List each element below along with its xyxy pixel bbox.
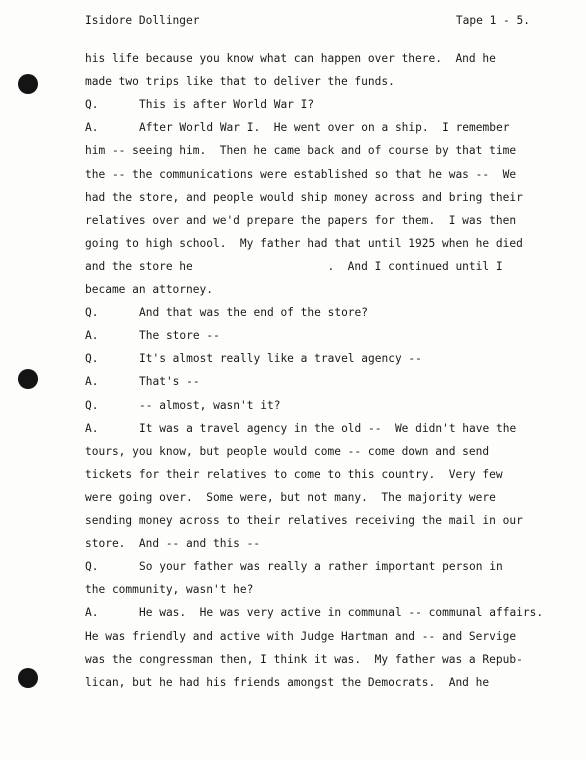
- line-text: was the congressman then, I think it was. My father was a Repub-: [85, 652, 523, 666]
- line-text: tickets for their relatives to come to this country. Very few: [85, 467, 503, 481]
- transcript-line: [85, 582, 253, 598]
- transcript-line: [85, 444, 489, 460]
- line-text: It's almost really like a travel agency --: [139, 352, 422, 366]
- transcript-line: [85, 143, 516, 159]
- line-text: the -- the communications were established so that he was -- We: [85, 167, 517, 181]
- line-text: had the store, and people would ship money across and bring their: [85, 190, 523, 204]
- transcript-line: [85, 51, 496, 67]
- transcript-line: [85, 513, 523, 529]
- speaker-label: Q.: [85, 98, 99, 112]
- line-text: This is after World War I?: [139, 98, 315, 112]
- binder-hole: [18, 74, 38, 94]
- transcript-line: [85, 351, 422, 367]
- line-text: him -- seeing him. Then he came back and of course by that time: [85, 144, 517, 158]
- speaker-label: A.: [85, 606, 99, 620]
- transcript-line: [85, 190, 523, 206]
- line-text: became an attorney.: [85, 283, 213, 296]
- line-text: It was a travel agency in the old -- We didn't have the: [139, 421, 517, 435]
- line-text: relatives over and we'd prepare the papers for them. I was then: [85, 213, 517, 227]
- speaker-label: Q.: [85, 306, 99, 320]
- speaker-label: Q.: [85, 352, 99, 366]
- binder-hole: [18, 369, 38, 389]
- line-text: going to high school. My father had that until 1925 when he died: [85, 236, 523, 250]
- tape-label: Tape 1 - 5.: [455, 14, 530, 27]
- binder-hole: [18, 668, 38, 688]
- speaker-label: A.: [85, 329, 99, 343]
- transcript-line: [85, 374, 200, 390]
- transcript-line: [85, 213, 516, 229]
- line-text: He was friendly and active with Judge Hartman and -- and Servige: [85, 629, 517, 643]
- transcript-line: [85, 605, 543, 621]
- interviewee-name: Isidore Dollinger: [85, 14, 200, 27]
- line-text: The store --: [139, 329, 220, 343]
- speaker-label: A.: [85, 375, 99, 389]
- speaker-label: Q.: [85, 560, 99, 574]
- transcript-line: [85, 74, 395, 90]
- transcript-line: [85, 490, 496, 506]
- line-text: and the store he . And I continued until I: [85, 259, 503, 273]
- transcript-line: [85, 467, 503, 483]
- transcript-line: [85, 167, 516, 183]
- line-text: He was. He was very active in communal -- communal affairs.: [139, 606, 544, 620]
- line-text: And that was the end of the store?: [139, 306, 369, 320]
- transcript-line: [85, 536, 260, 552]
- line-text: made two trips like that to deliver the funds.: [85, 75, 395, 89]
- transcript-line: [85, 398, 280, 414]
- line-text: the community, wasn't he?: [85, 583, 254, 597]
- speaker-label: A.: [85, 421, 99, 435]
- transcript-line: [85, 120, 509, 136]
- transcript-line: [85, 305, 368, 321]
- line-text: store. And -- and this --: [85, 537, 261, 551]
- line-text: That's --: [139, 375, 200, 389]
- line-text: his life because you know what can happen over there. And he: [85, 52, 496, 65]
- transcript-line: [85, 236, 523, 252]
- speaker-label: Q.: [85, 398, 99, 412]
- transcript-line: [85, 259, 503, 275]
- line-text: tours, you know, but people would come -- come down and send: [85, 444, 490, 458]
- transcript-line: [85, 652, 523, 668]
- speaker-label: A.: [85, 121, 99, 135]
- transcript-line: [85, 675, 489, 691]
- line-text: sending money across to their relatives receiving the mail in our: [85, 514, 523, 527]
- transcript-line: [85, 282, 213, 298]
- line-text: After World War I. He went over on a ship. I remember: [139, 121, 510, 135]
- transcript-line: [85, 97, 314, 113]
- transcript-line: [85, 328, 220, 344]
- line-text: So your father was really a rather important person in: [139, 560, 503, 574]
- line-text: -- almost, wasn't it?: [139, 398, 281, 412]
- line-text: were going over. Some were, but not many. The majority were: [85, 490, 496, 504]
- transcript-line: [85, 559, 503, 575]
- transcript-line: [85, 629, 516, 645]
- line-text: lican, but he had his friends amongst the Democrats. And he: [85, 675, 490, 689]
- transcript-line: [85, 421, 516, 437]
